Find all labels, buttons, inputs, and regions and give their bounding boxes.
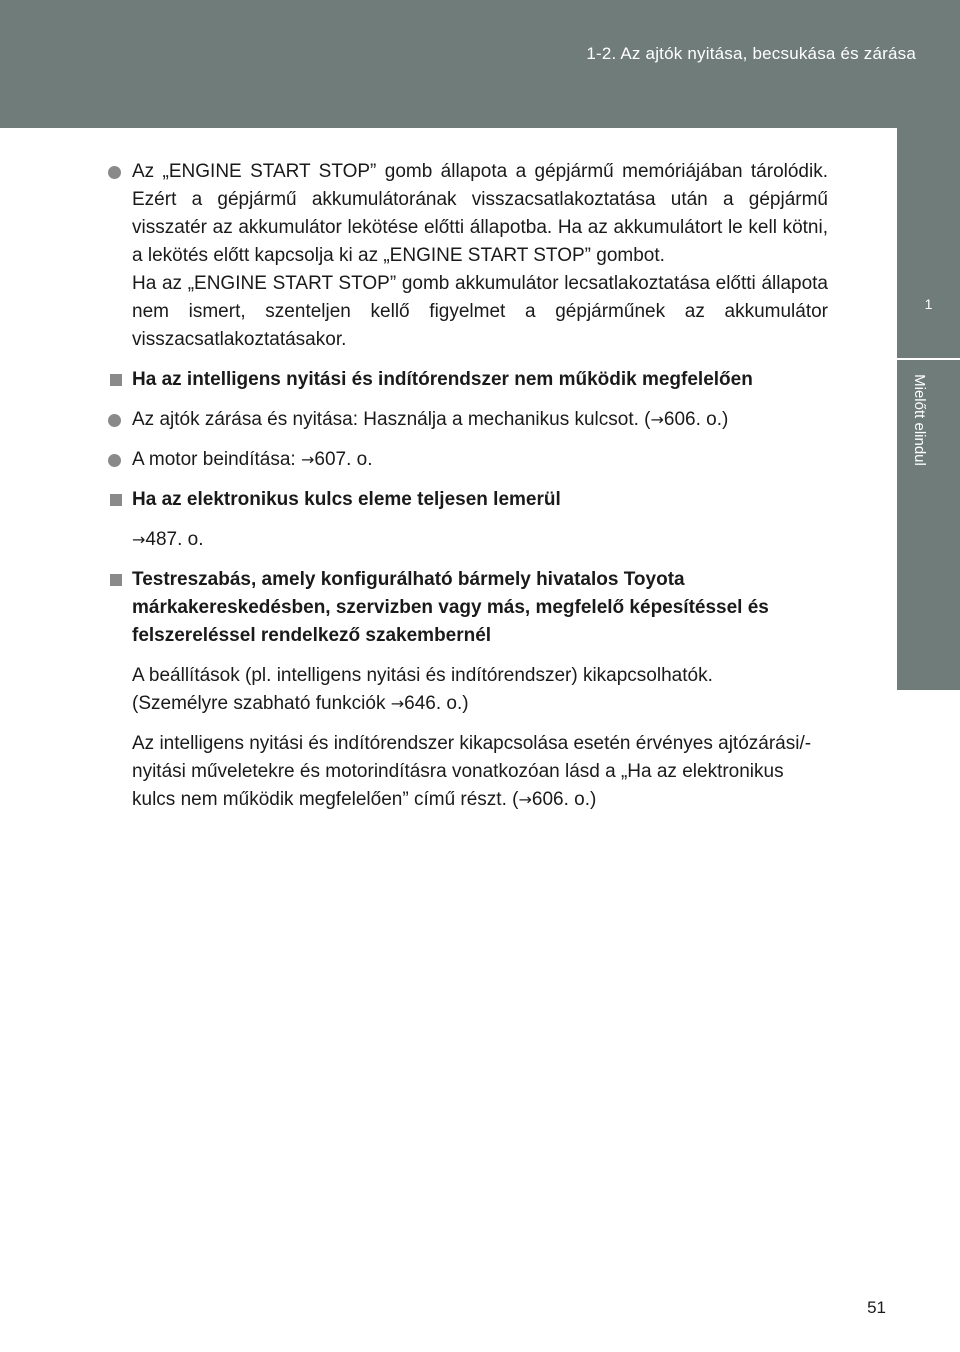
heading-text: Ha az intelligens nyitási és indítórendszer nem működik megfelelően — [132, 369, 753, 390]
square-bullet-icon — [110, 494, 122, 506]
page-content — [108, 158, 828, 826]
paragraph — [108, 662, 828, 718]
page-number: 51 — [867, 1298, 886, 1317]
bullet-item — [108, 406, 828, 434]
paragraph-text: A beállítások (pl. intelligens nyitási és indítórendszer) kikapcsolhatók. — [132, 665, 713, 686]
heading-text: Testreszabás, amely konfigurálható bármely hivatalos Toyota márkakereskedésben, szervizben vagy más, megfelelő képesítéssel és felszereléssel rendelkező szakembernél — [132, 569, 769, 646]
chapter-number: 1 — [924, 296, 933, 312]
section-heading — [108, 366, 828, 394]
paragraph-text: Az intelligens nyitási és indítórendszer kikapcsolása esetén érvényes ajtózárási/-nyitási műveletekre és motorindításra vonatkozóan lásd a „Ha az elektronikus kulcs nem működik megfelelően” című részt. ( — [132, 733, 812, 810]
bullet-dot-icon — [108, 454, 121, 467]
page-ref-link[interactable]: 646. o.) — [404, 693, 469, 714]
square-bullet-icon — [110, 374, 122, 386]
paragraph — [108, 730, 828, 814]
arrow-right-icon: → — [301, 450, 315, 469]
paragraph-text: (Személyre szabható funkciók — [132, 693, 391, 714]
bullet-item — [108, 446, 828, 474]
bullet-text: Az ajtók zárása és nyitása: Használja a mechanikus kulcsot. ( — [132, 409, 651, 430]
section-heading — [108, 486, 828, 514]
section-title: 1-2. Az ajtók nyitása, becsukása és zárása — [586, 44, 916, 63]
arrow-right-icon: → — [390, 694, 405, 713]
bullet-item — [108, 158, 828, 354]
bullet-text: Az „ENGINE START STOP” gomb állapota a gépjármű memóriájában tárolódik. Ezért a gépjármű akkumulátorának visszacsatlakoztatása után a gépjármű visszatér az akkumulátor lekötése előtti állapotba. Ha az akkumulátort le kell kötni, a lekötés előtt kapcsolja ki az „ENGINE START STOP” gombot. — [132, 161, 828, 266]
header-band — [0, 0, 960, 128]
arrow-right-icon: → — [518, 790, 532, 809]
chapter-title: Mielőtt elindul — [911, 374, 928, 466]
square-bullet-icon — [110, 574, 122, 586]
bullet-dot-icon — [108, 166, 121, 179]
page-ref-link[interactable]: 607. o. — [314, 449, 373, 470]
chapter-tab — [897, 128, 960, 358]
page-ref-link[interactable]: 606. o.) — [663, 409, 729, 430]
chapter-title-tab — [897, 360, 960, 690]
section-heading — [108, 566, 828, 650]
paragraph — [108, 526, 828, 554]
bullet-text: A motor beindítása: — [132, 449, 301, 470]
bullet-dot-icon — [108, 414, 121, 427]
arrow-right-icon: → — [650, 410, 664, 429]
bullet-text: Ha az „ENGINE START STOP” gomb akkumulátor lecsatlakoztatása előtti állapota nem ismert, szenteljen kellő figyelmet a gépjárműnek az akkumulátor visszacsatlakoztatásakor. — [132, 273, 828, 350]
arrow-right-icon: → — [132, 530, 146, 549]
page-ref-link[interactable]: 606. o.) — [531, 789, 597, 810]
heading-text: Ha az elektronikus kulcs eleme teljesen lemerül — [132, 489, 561, 510]
page-ref-link[interactable]: 487. o. — [145, 529, 204, 550]
